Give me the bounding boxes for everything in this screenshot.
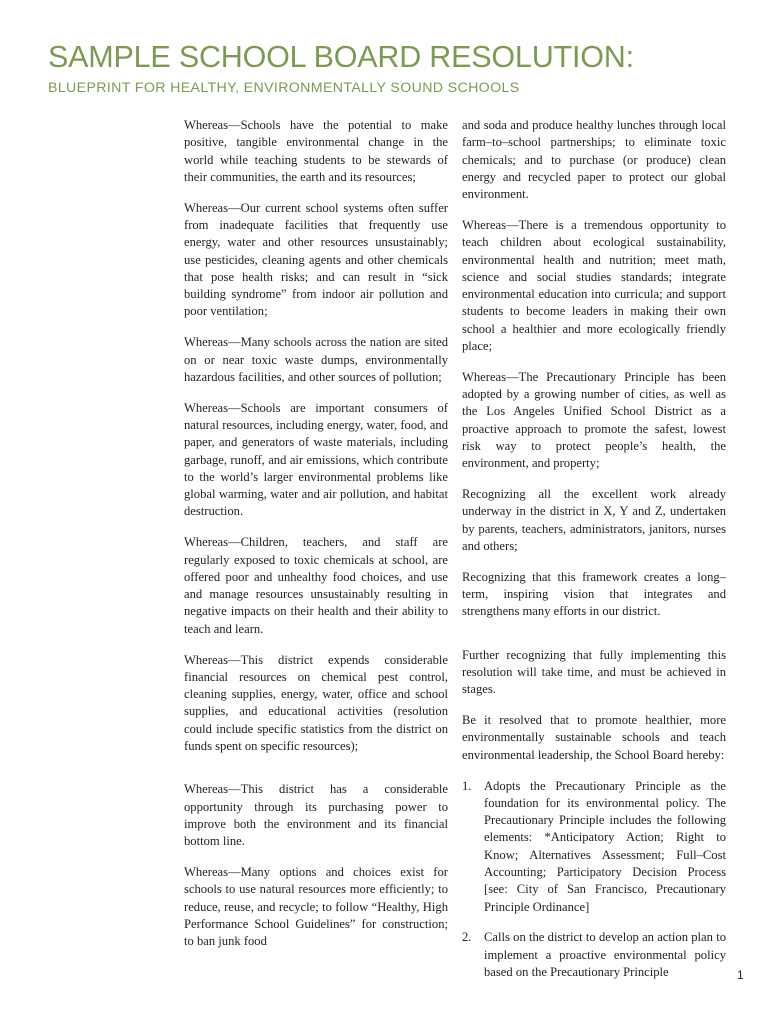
right-column xyxy=(462,117,726,995)
resolution-text: Calls on the district to develop an action plan to implement a proactive environmental policy based on the Precautionary Principle xyxy=(484,930,726,979)
document-subtitle: BLUEPRINT FOR HEALTHY, ENVIRONMENTALLY SOUND SCHOOLS xyxy=(48,80,520,96)
resolution-item xyxy=(462,778,726,916)
whereas-paragraph: Whereas—There is a tremendous opportunity to teach children about ecological sustainability, environmental health and nutrition; meet math, science and social studies standards; integrate environmental education into curricula; and support students to become leaders in making their own school a healthier and more ecologically friendly place; xyxy=(462,217,726,354)
resolution-number: 2. xyxy=(462,930,472,945)
recognizing-paragraph: Recognizing all the excellent work already underway in the district in X, Y and Z, undertaken by parents, teachers, administrators, janitors, nurses and others; xyxy=(462,487,726,554)
whereas-paragraph: Whereas—Our current school systems often suffer from inadequate facilities that frequently use energy, water and other resources unsustainably; use pesticides, cleaning agents and other chemicals that pose health risks; and can result in “sick building syndrome” from indoor air pollution and poor ventilation; xyxy=(184,200,448,319)
resolution-number: 1. xyxy=(462,778,472,793)
document-title: SAMPLE SCHOOL BOARD RESOLUTION: xyxy=(48,40,634,74)
whereas-paragraph: Whereas—Schools have the potential to make positive, tangible environmental change in the world while teaching students to be stewards of their communities, the earth and its resources; xyxy=(184,118,448,184)
left-column xyxy=(184,117,448,964)
page-number: 1 xyxy=(737,968,744,982)
resolution-item xyxy=(462,929,726,981)
recognizing-paragraph: Recognizing that this framework creates a long–term, inspiring vision that integrates and strengthens many efforts in our district. xyxy=(462,569,726,619)
whereas-paragraph: Whereas—Many schools across the nation are sited on or near toxic waste dumps, environmentally hazardous facilities, and other sources of pollution; xyxy=(184,335,448,384)
whereas-paragraph: and soda and produce healthy lunches through local farm–to–school partnerships; to eliminate toxic chemicals; and to purchase (or produce) clean energy and recycled paper to protect our global environment. xyxy=(462,118,726,202)
whereas-paragraph: Whereas—Many options and choices exist for schools to use natural resources more efficiently; to reduce, reuse, and recycle; to follow “Healthy, High Performance School Guidelines” for construction; to ban junk food xyxy=(184,864,448,949)
resolution-text: Adopts the Precautionary Principle as the foundation for its environmental policy. The Precautionary Principle includes the following elements: *Anticipatory Action; Right to Know; Alternatives Assessment; Full–Cost Accounting; Participatory Decision Process [see: City of San Francisco, Precautionary Principle Ordinance] xyxy=(484,778,726,914)
recognizing-paragraph: Further recognizing that fully implementing this resolution will take time, and must be achieved in stages. xyxy=(462,647,726,697)
whereas-paragraph: Whereas—Schools are important consumers of natural resources, including energy, water, food, and paper, and generators of waste materials, including garbage, runoff, and air emissions, which contribute to the world’s larger environmental problems like global warming, water and air pollution, and habitat destruction. xyxy=(184,400,448,519)
whereas-paragraph: Whereas—This district has a considerable opportunity through its purchasing power to improve both the environment and its financial bottom line. xyxy=(184,782,448,849)
whereas-paragraph: Whereas—Children, teachers, and staff are regularly exposed to toxic chemicals at school, are offered poor and unhealthy food choices, and use and manage resources unsustainably resulting in negative impacts on their health and their ability to teach and learn. xyxy=(184,535,448,636)
whereas-paragraph: Whereas—The Precautionary Principle has been adopted by a growing number of cities, as well as the Los Angeles Unified School District as a proactive approach to promote the safest, lowest risk way to protect people’s health, the environment, and property; xyxy=(462,369,726,471)
resolved-paragraph: Be it resolved that to promote healthier, more environmentally sustainable schools and teach environmental leadership, the School Board hereby: xyxy=(462,713,726,762)
whereas-paragraph: Whereas—This district expends considerable financial resources on chemical pest control, cleaning supplies, energy, water, office and school supplies, and educational activities (resolution could include specific statistics from the district on funds spent on specific resources); xyxy=(184,652,448,753)
